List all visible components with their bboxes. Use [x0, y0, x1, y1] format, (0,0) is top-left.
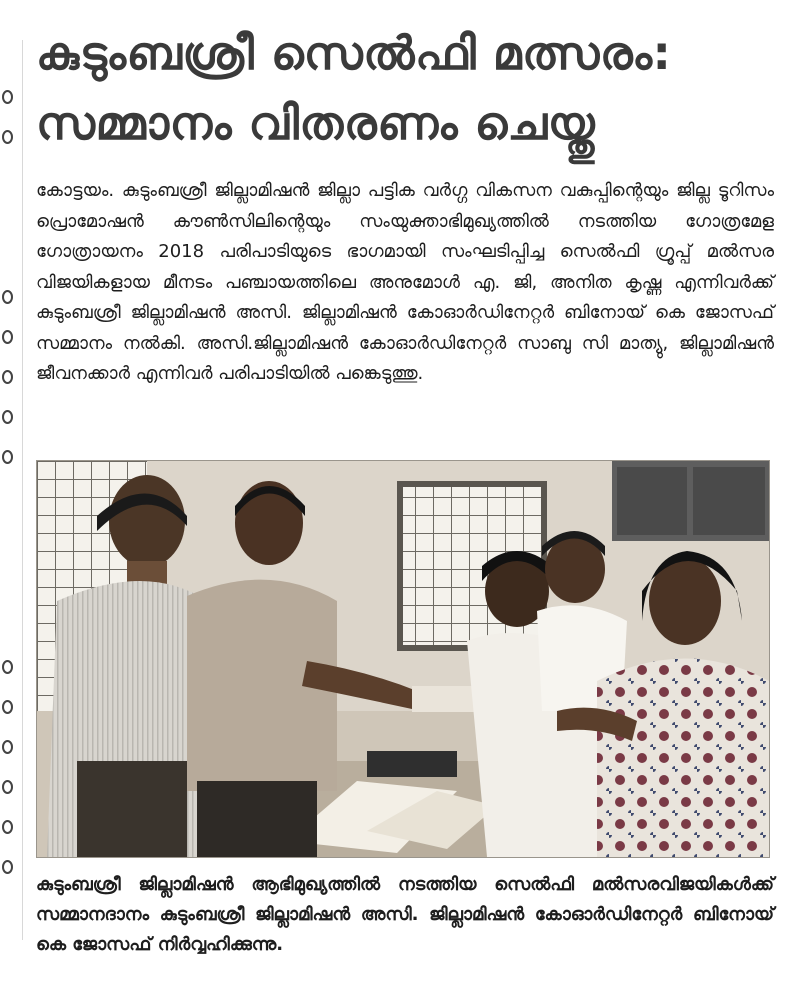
headline-line-2: സമ്മാനം വിതരണം ചെയ്തു — [36, 96, 596, 150]
headline — [36, 20, 776, 156]
headline-line-1: കുടുംബശ്രീ സെൽഫി മത്സരം: — [36, 26, 672, 80]
news-photo — [36, 460, 770, 858]
photo-illustration — [37, 461, 769, 857]
column-rule — [22, 40, 23, 940]
article-body: കോട്ടയം. കുടുംബശ്രീ ജില്ലാമിഷൻ ജില്ലാ പട്ടിക വർഗ്ഗ വികസന വകുപ്പിന്റെയും ജില്ല ടൂറിസം പ്രൊമോഷൻ കൗൺസിലിന്റെയും സംയുക്താഭിമുഖ്യത്തിൽ നടത്തിയ ഗോത്രമേള ഗോത്രായനം 2018 പരിപാടിയുടെ ഭാഗമായി സംഘടിപ്പിച്ച സെൽഫി ഗ്രൂപ്പ് മൽസര വിജയികളായ മീനടം പഞ്ചായത്തിലെ അനുമോൾ എ. ജി, അനിത കൃഷ്ണ എന്നിവർക്ക് കുടുംബശ്രീ ജില്ലാമിഷൻ അസി. ജില്ലാമിഷൻ കോഓർഡിനേറ്റർ ബിനോയ് കെ ജോസഫ് സമ്മാനം നൽകി. അസി.ജില്ലാമിഷൻ കോഓർഡിനേറ്റർ സാബു സി മാത്യു, ജില്ലാമിഷൻ ജീവനക്കാർ എന്നിവർ പരിപാടിയിൽ പങ്കെടുത്തു. — [36, 180, 774, 384]
adjacent-column-fragment — [0, 60, 14, 940]
photo-caption: കുടുംബശ്രീ ജില്ലാമിഷൻ ആഭിമുഖ്യത്തിൽ നടത്തിയ സെൽഫി മൽസരവിജയികൾക്ക് സമ്മാനദാനം കുടുംബശ്രീ ജില്ലാമിഷൻ അസി. ജില്ലാമിഷൻ കോഓർഡിനേറ്റർ ബിനോയ് കെ ജോസഫ് നിർവ്വഹിക്കുന്നു. — [36, 874, 774, 955]
